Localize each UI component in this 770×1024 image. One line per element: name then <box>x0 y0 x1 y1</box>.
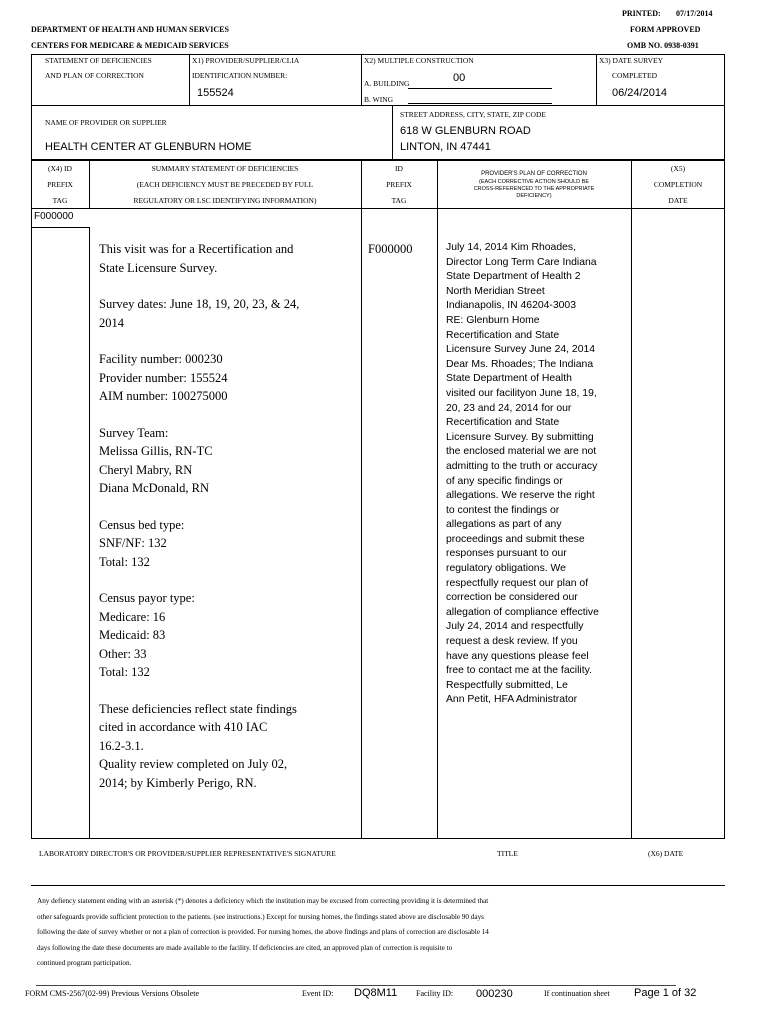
plan-line: Ann Petit, HFA Administrator <box>446 694 578 706</box>
department-name: DEPARTMENT OF HEALTH AND HUMAN SERVICES <box>31 25 229 34</box>
summary-line: Quality review completed on July 02, <box>99 757 288 771</box>
plan-header-2: (EACH CORRECTIVE ACTION SHOULD BE <box>478 179 590 185</box>
summary-line: Cheryl Mabry, RN <box>99 462 193 477</box>
address-label: STREET ADDRESS, CITY, STATE, ZIP CODE <box>400 110 546 119</box>
x3-label-1: X3) DATE SURVEY <box>599 56 663 65</box>
summary-line <box>99 277 357 295</box>
summary-line: Medicaid: 83 <box>99 628 166 642</box>
plan-line: admitting to the truth or accuracy <box>446 460 598 472</box>
x1-label-1: X1) PROVIDER/SUPPLIER/CLIA <box>192 56 300 65</box>
plan-line: 20, 23 and 24, 2014 for our <box>446 402 572 414</box>
plan-line: allegations as part of any <box>446 519 562 531</box>
page-number: Page 1 of 32 <box>634 987 697 999</box>
summary-header-2: (EACH DEFICIENCY MUST BE PRECEDED BY FULL <box>136 180 314 189</box>
plan-line: July 14, 2014 Kim Rhoades, <box>446 242 576 253</box>
summary-line: Provider number: 155524 <box>99 370 228 385</box>
x3-label-2: COMPLETED <box>612 71 657 80</box>
summary-line: 2014; by Kimberly Perigo, RN. <box>99 775 257 790</box>
tag-left: F000000 <box>34 211 74 222</box>
provider-id-value: 155524 <box>197 87 234 99</box>
x5-header-3: DATE <box>668 196 688 205</box>
id-header-1: ID <box>395 164 403 173</box>
summary-line: Census bed type: <box>99 517 185 532</box>
summary-line: Total: 132 <box>99 665 150 679</box>
plan-line: Respectfully submitted, Le <box>446 679 568 691</box>
footnote-line: following the date of survey whether or not a plan of correction is provided. For nursing homes, the above findings and plans of correction are disclosable 14 <box>37 928 489 936</box>
summary-line <box>99 571 357 589</box>
plan-line: the enclosed material we are not <box>446 446 597 458</box>
plan-line: July 24, 2014 and respectfully <box>446 621 584 633</box>
plan-header-4: DEFICIENCY) <box>516 193 552 199</box>
summary-line: Diana McDonald, RN <box>99 481 210 495</box>
footnote-line: Any defiency statement ending with an asterisk (*) denotes a deficiency which the institution may be excused from correcting providing it is determined that <box>37 897 489 905</box>
x1-label-2: IDENTIFICATION NUMBER: <box>192 71 288 80</box>
plan-line: allegations. We reserve the right <box>446 490 595 502</box>
provider-name: HEALTH CENTER AT GLENBURN HOME <box>45 141 252 153</box>
plan-line: to contest the findings or <box>446 504 560 516</box>
summary-line: Other: 33 <box>99 646 147 661</box>
summary-line: Melissa Gillis, RN-TC <box>99 444 213 458</box>
plan-line: Dear Ms. Rhoades; The Indiana <box>446 358 594 370</box>
plan-line: regulatory obligations. We <box>446 563 566 575</box>
plan-line: Director Long Term Care Indiana <box>446 256 597 268</box>
plan-of-correction <box>446 241 630 708</box>
title-label: TITLE <box>497 849 518 858</box>
summary-line: cited in accordance with 410 IAC <box>99 720 268 734</box>
building-label: A. BUILDING <box>364 79 410 88</box>
signature-label: LABORATORY DIRECTOR'S OR PROVIDER/SUPPLIER REPRESENTATIVE'S SIGNATURE <box>39 849 336 858</box>
summary-line: Survey Team: <box>99 425 169 440</box>
building-value: 00 <box>453 72 466 84</box>
x5-header-2: COMPLETION <box>653 180 703 189</box>
summary-line: Medicare: 16 <box>99 609 166 624</box>
form-number: FORM CMS-2567(02-99) Previous Versions Obsolete <box>25 989 200 998</box>
summary-line: Total: 132 <box>99 554 150 569</box>
plan-line: State Department of Health 2 <box>446 271 581 283</box>
provider-name-label: NAME OF PROVIDER OR SUPPLIER <box>45 118 167 127</box>
address-line-1: 618 W GLENBURN ROAD <box>400 125 531 137</box>
facility-id-label: Facility ID: <box>416 989 454 998</box>
id-header-2: PREFIX <box>386 180 412 189</box>
summary-line: SNF/NF: 132 <box>99 536 167 550</box>
plan-line: Licensure Survey. By submitting <box>446 431 594 443</box>
plan-line: request a desk review. If you <box>446 636 578 648</box>
plan-line: North Meridian Street <box>446 285 545 297</box>
statement-label-1: STATEMENT OF DEFICIENCIES <box>45 56 152 65</box>
event-id-label: Event ID: <box>302 989 334 998</box>
summary-header-1: SUMMARY STATEMENT OF DEFICIENCIES <box>151 164 299 173</box>
summary-line: Facility number: 000230 <box>99 352 223 366</box>
plan-line: visited our facilityon June 18, 19, <box>446 387 597 399</box>
id-header-3: TAG <box>391 196 407 205</box>
facility-id-value: 000230 <box>476 988 513 1000</box>
form-approved: FORM APPROVED <box>630 25 701 34</box>
x4-header-2: PREFIX <box>47 180 73 189</box>
x4-header-3: TAG <box>52 196 68 205</box>
plan-header-3: CROSS-REFERENCED TO THE APPROPRIATE <box>473 186 595 192</box>
footnote-line: other safeguards provide sufficient protection to the patients. (see instructions.) Except for nursing homes, the findings stated above are disclosable 90 days <box>37 912 484 921</box>
plan-line: Recertification and State <box>446 417 560 429</box>
footnote <box>37 894 727 972</box>
summary-header-3: REGULATORY OR LSC IDENTIFYING INFORMATION) <box>133 196 317 205</box>
plan-line: responses pursuant to our <box>446 548 567 560</box>
wing-label: B. WING <box>364 95 394 104</box>
summary-line: 16.2-3.1. <box>99 738 144 753</box>
centers-name: CENTERS FOR MEDICARE & MEDICAID SERVICES <box>31 41 229 50</box>
plan-line: State Department of Health <box>446 373 572 385</box>
summary-line: Survey dates: June 18, 19, 20, 23, & 24, <box>99 297 300 311</box>
x4-header-1: (X4) ID <box>48 164 72 173</box>
printed-date: 07/17/2014 <box>676 9 713 18</box>
plan-line: free to contact me at the facility. <box>446 665 592 677</box>
plan-line: allegation of compliance effective <box>446 606 599 618</box>
summary-line <box>99 332 357 350</box>
summary-line <box>99 682 357 700</box>
plan-line: Licensure Survey June 24, 2014 <box>446 344 596 356</box>
summary-line <box>99 406 357 424</box>
footnote-line: continued program participation. <box>37 959 132 967</box>
summary-line: These deficiencies reflect state findings <box>99 701 297 716</box>
date-label: (X6) DATE <box>648 849 684 858</box>
plan-line: correction be considered our <box>446 592 578 604</box>
summary-line <box>99 498 357 516</box>
plan-line: respectfully request our plan of <box>446 577 589 589</box>
plan-line: Indianapolis, IN 46204-3003 <box>446 300 576 312</box>
summary-line: 2014 <box>99 315 124 330</box>
summary-line: AIM number: 100275000 <box>99 389 228 403</box>
survey-completed-date: 06/24/2014 <box>612 87 668 99</box>
plan-line: have any questions please feel <box>446 650 589 662</box>
summary-line: This visit was for a Recertification and <box>99 242 294 256</box>
statement-label-2: AND PLAN OF CORRECTION <box>45 71 144 80</box>
tag-mid: F000000 <box>368 242 413 256</box>
continuation-label: If continuation sheet <box>544 989 610 998</box>
summary-line: State Licensure Survey. <box>99 260 218 275</box>
plan-line: RE: Glenburn Home <box>446 314 540 326</box>
summary-statement <box>99 240 357 792</box>
footnote-line: days following the date these documents are made available to the facility. If deficiencies are cited, an approved plan of correction is requisite to <box>37 943 453 952</box>
plan-header-1: PROVIDER'S PLAN OF CORRECTION <box>481 171 587 177</box>
plan-line: Recertification and State <box>446 329 560 341</box>
omb-number: OMB NO. 0938-0391 <box>627 41 699 50</box>
event-id-value: DQ8M11 <box>354 987 398 999</box>
plan-line: of any specific findings or <box>446 475 563 487</box>
plan-line: proceedings and submit these <box>446 533 585 545</box>
x5-header-1: (X5) <box>670 164 686 173</box>
x2-label: X2) MULTIPLE CONSTRUCTION <box>364 56 474 65</box>
printed-label: PRINTED: <box>622 9 661 18</box>
summary-line: Census payor type: <box>99 591 195 605</box>
address-line-2: LINTON, IN 47441 <box>400 141 491 153</box>
